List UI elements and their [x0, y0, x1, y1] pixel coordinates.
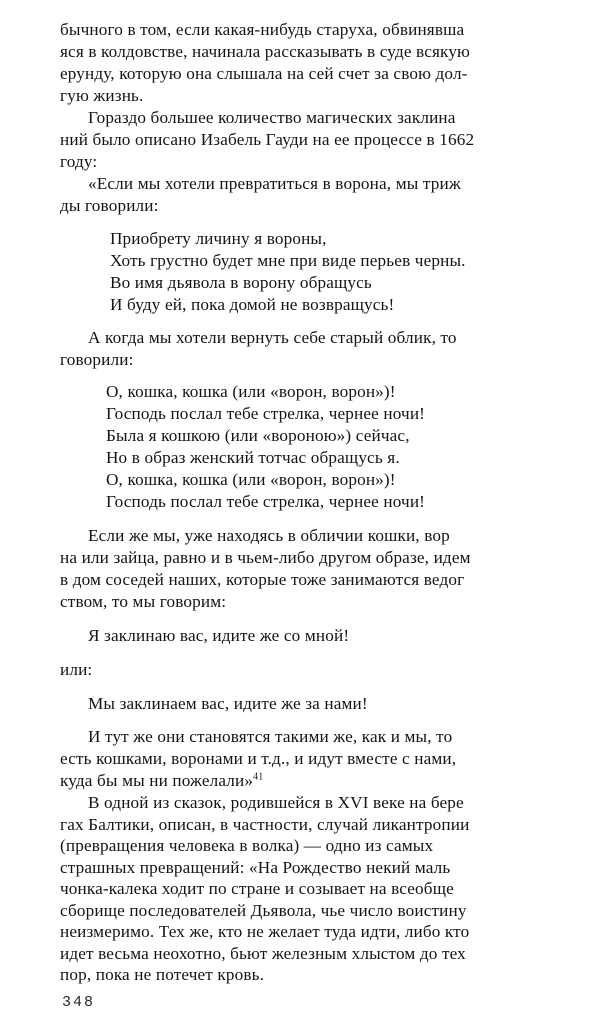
page-number: 348 [62, 993, 96, 1011]
text-line: гую жизнь. [60, 86, 144, 105]
text-line: идет весьма неохотно, бьют железным хлыстом до тех [60, 943, 466, 963]
text-line: говорили: [60, 350, 134, 369]
text-line: пор, пока не потечет кровь. [60, 965, 265, 984]
text-line: яся в колдовстве, начинала рассказывать в суде всякую [60, 42, 471, 61]
text-line: А когда мы хотели вернуть себе старый облик, то [88, 328, 457, 347]
verse-line: И буду ей, пока домой не возвращусь! [110, 295, 395, 314]
verse-line: Хоть грустно будет мне при виде перьев черны. [110, 251, 466, 270]
text-line: И тут же они становятся такими же, как и мы, то [88, 727, 453, 746]
text-line: есть кошками, воронами и т.д., и идут вместе с нами, [60, 749, 457, 768]
text-line: неизмеримо. Тех же, кто не желает туда идти, либо кто [60, 922, 470, 941]
verse-line: Во имя дьявола в ворону обращусь [110, 273, 372, 292]
text-line [60, 770, 263, 792]
text-line: ний было описано Изабель Гауди на ее процессе в 1662 [60, 130, 475, 149]
verse-line: Господь послал тебе стрелка, чернее ночи! [106, 492, 426, 511]
text-line: ды говорили: [60, 196, 159, 215]
verse-line: Была я кошкою (или «вороною») сейчас, [106, 426, 410, 445]
text-line: (превращения человека в волка) — одно из самых [60, 836, 434, 855]
text-line: страшных превращений: «На Рождество некий маль [60, 857, 451, 877]
verse-line: О, кошка, кошка (или «ворон, ворон»)! [106, 470, 396, 489]
verse-line: Господь послал тебе стрелка, чернее ночи! [106, 404, 426, 423]
text-line: в дом соседей наших, которые тоже занимаются ведог [60, 570, 465, 589]
text-line-content: куда бы мы ни пожелали» [60, 771, 254, 790]
text-line: «Если мы хотели превратиться в ворона, мы триж [88, 174, 461, 193]
text-line: или: [60, 660, 93, 679]
text-line: гах Балтики, описан, в частности, случай ликантропии [60, 814, 470, 834]
text-line: Если же мы, уже находясь в обличии кошки, вор [88, 526, 450, 545]
text-line: году: [60, 152, 98, 171]
text-line: бычного в том, если какая-нибудь старуха, обвинявша [60, 20, 465, 39]
verse-line: Но в образ женский тотчас обращусь я. [106, 448, 400, 467]
text-line: ством, то мы говорим: [60, 592, 227, 611]
verse-line: Я заклинаю вас, идите же со мной! [88, 626, 350, 645]
text-line: ерунду, которую она слышала на сей счет за свою дол- [60, 64, 468, 83]
verse-line: Приобрету личину я вороны, [110, 229, 327, 248]
text-line: чонка-калека ходит по стране и созывает на всеобще [60, 879, 454, 898]
text-line: Гораздо большее количество магических заклина [88, 108, 456, 127]
text-line: сборище последователей Дьявола, чье число воистину [60, 900, 467, 920]
verse-line: О, кошка, кошка (или «ворон, ворон»)! [106, 382, 396, 401]
footnote-ref: 41 [253, 771, 264, 783]
text-line: В одной из сказок, родившейся в XVI веке на бере [88, 793, 464, 812]
verse-line: Мы заклинаем вас, идите же за нами! [88, 694, 368, 713]
text-line: на или зайца, равно и в чьем-либо другом образе, идем [60, 548, 471, 567]
